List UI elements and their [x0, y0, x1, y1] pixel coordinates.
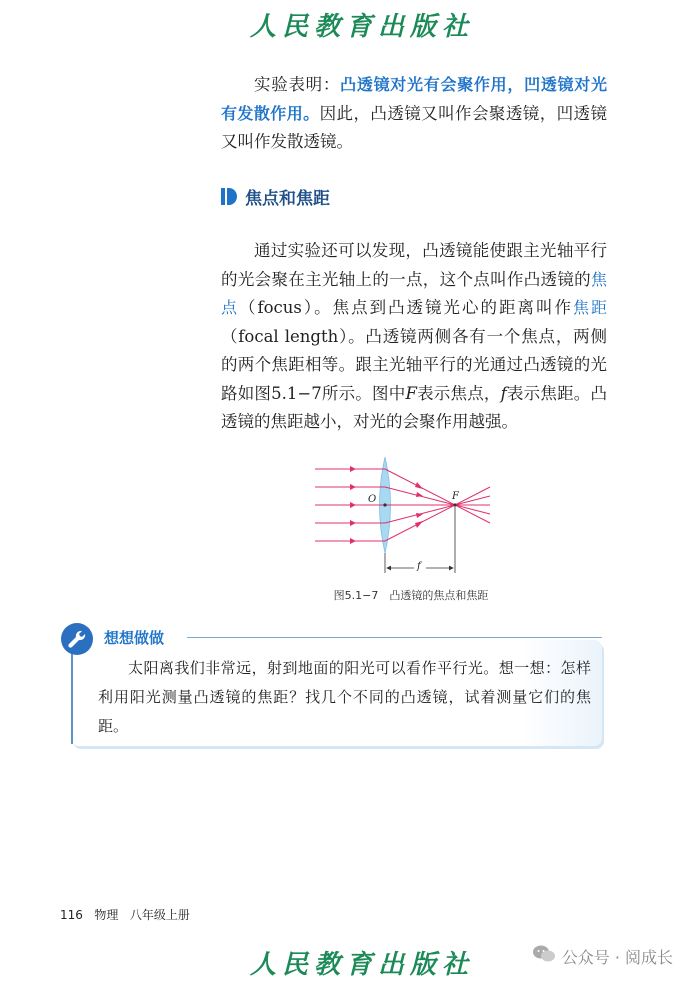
intro-paragraph — [221, 71, 607, 157]
label-O: O — [368, 494, 377, 505]
section-heading — [221, 184, 330, 209]
think-box-text: 太阳离我们非常远，射到地面的阳光可以看作平行光。想一想：怎样利用阳光测量凸透镜的焦距？找几个不同的凸透镜，试着测量它们的焦距。 — [98, 659, 591, 735]
think-box-rule — [187, 637, 602, 638]
var-f: f — [500, 383, 507, 403]
optical-center-dot — [383, 503, 386, 506]
figure-caption: 图5.1−7 凸透镜的焦点和焦距 — [333, 589, 489, 602]
main-text-1: 通过实验还可以发现，凸透镜能使跟主光轴平行的光会聚在主光轴上的一点，这个点叫作凸透镜的 — [221, 241, 607, 289]
main-paragraph — [221, 237, 607, 437]
footer-subject: 物理 — [94, 908, 119, 922]
refracted-rays — [385, 469, 490, 541]
publisher-logo: 人民教育出版社 — [250, 12, 475, 42]
main-text-4: 表示焦点， — [416, 383, 501, 403]
page-number: 116 — [60, 908, 83, 922]
main-text-2: （focus）。焦点到凸透镜光心的距离叫作 — [239, 298, 573, 317]
watermark-text: 公众号 · 阅成长 — [561, 947, 673, 967]
main-text-3: （focal length）。凸透镜两侧各有一个焦点，两侧的两个焦距相等。跟主光轴平行的光通过凸透镜的光路如图5.1−7所示。图中 — [221, 326, 607, 403]
label-F: F — [452, 491, 459, 502]
var-F: F — [405, 383, 417, 403]
wrench-icon — [60, 622, 94, 660]
page-footer — [60, 906, 190, 923]
intro-highlight: 凸透镜对光有会聚作用，凹透镜对光有发散作用。 — [221, 75, 607, 123]
bottom-publisher-logo: 人民教育出版社 — [250, 950, 475, 980]
label-f: f — [417, 561, 421, 572]
watermark — [532, 944, 673, 968]
footer-book: 八年级上册 — [129, 908, 190, 922]
think-box-title: 想想做做 — [104, 629, 165, 647]
term-focal-length: 焦距 — [572, 298, 607, 317]
section-marker-icon — [221, 188, 237, 205]
term-focus: 焦点 — [221, 269, 607, 317]
section-title: 焦点和焦距 — [245, 189, 330, 209]
focal-point-dot — [453, 503, 456, 506]
lens-diagram — [310, 455, 500, 580]
intro-prefix: 实验表明： — [254, 75, 341, 94]
think-box-accent — [71, 652, 73, 744]
intro-suffix: 因此，凸透镜又叫作会聚透镜，凹透镜又叫作发散透镜。 — [221, 103, 607, 151]
wechat-icon — [532, 944, 556, 968]
ray-arrows — [350, 466, 356, 544]
main-text-5: 表示焦距。凸透镜的焦距越小，对光的会聚作用越强。 — [221, 383, 607, 431]
